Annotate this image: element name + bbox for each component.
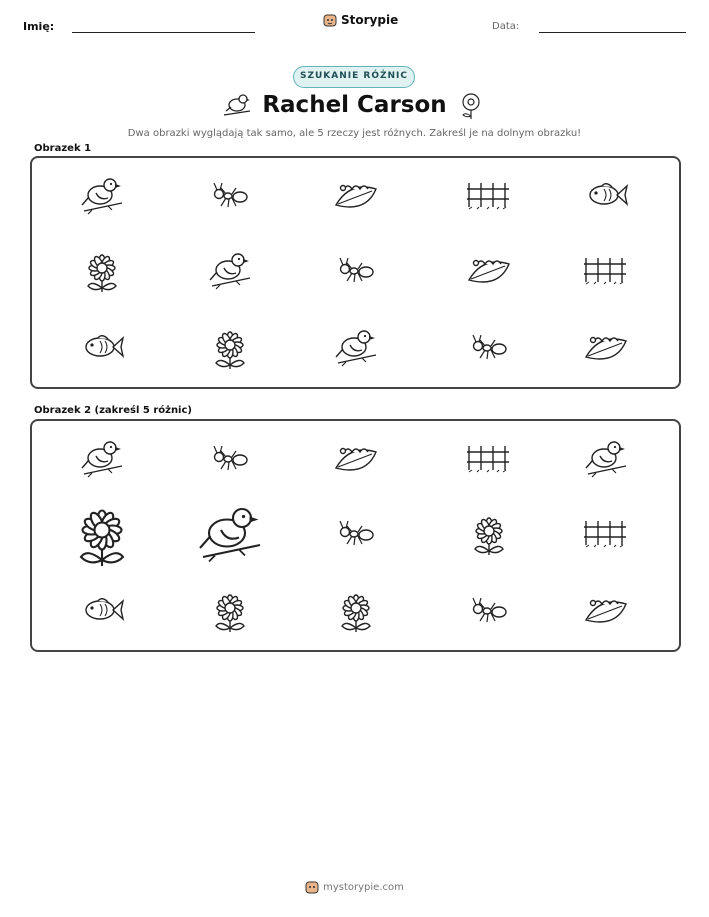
panel2-bird-icon[interactable] — [67, 423, 137, 493]
footer-site: mystorypie.com — [323, 881, 404, 893]
panel1-bird-icon — [321, 312, 391, 382]
panel1-caterpillar-leaf-icon — [454, 235, 524, 305]
panel1-label: Obrazek 1 — [34, 143, 92, 154]
panel1-bird-icon — [67, 160, 137, 230]
panel2-flower-icon[interactable] — [454, 498, 524, 568]
panel2-fence-icon[interactable] — [454, 423, 524, 493]
name-line[interactable] — [72, 32, 255, 33]
panel2-ant-icon[interactable] — [321, 498, 391, 568]
panel2-label: Obrazek 2 (zakreśl 5 różnic) — [34, 405, 192, 416]
panel2-bird-icon[interactable] — [571, 423, 641, 493]
panel2-flower-icon[interactable] — [67, 498, 137, 568]
instructions: Dwa obrazki wyglądają tak samo, ale 5 rzeczy jest różnych. Zakreśl je na dolnym obrazku! — [127, 128, 582, 139]
panel2-flower-icon[interactable] — [195, 575, 265, 645]
panel2-ant-icon[interactable] — [454, 575, 524, 645]
panel1-fish-icon — [571, 160, 641, 230]
storypie-footer-icon — [305, 880, 319, 894]
storypie-icon — [323, 13, 337, 27]
panel1-flower-icon — [67, 235, 137, 305]
panel1-ant-icon — [454, 312, 524, 382]
panel2-fence-icon[interactable] — [571, 498, 641, 568]
panel1-fence-icon — [454, 160, 524, 230]
page-title: Rachel Carson — [262, 92, 447, 118]
panel1-ant-icon — [195, 160, 265, 230]
title-flower-icon — [458, 92, 484, 120]
date-label: Data: — [492, 21, 520, 32]
category-badge: SZUKANIE RÓŻNIC — [293, 66, 415, 88]
panel1-caterpillar-leaf-icon — [571, 312, 641, 382]
panel1-fish-icon — [67, 312, 137, 382]
brand-logo — [323, 13, 398, 27]
panel2-flower-icon[interactable] — [321, 575, 391, 645]
panel2-fish-icon[interactable] — [67, 575, 137, 645]
date-line[interactable] — [539, 32, 686, 33]
panel2-caterpillar-leaf-icon[interactable] — [571, 575, 641, 645]
panel2-caterpillar-leaf-icon[interactable] — [321, 423, 391, 493]
panel1-fence-icon — [571, 235, 641, 305]
panel2-bird-icon[interactable] — [195, 498, 265, 568]
panel1-bird-icon — [195, 235, 265, 305]
name-label: Imię: — [23, 20, 55, 33]
panel1-flower-icon — [195, 312, 265, 382]
brand-name: Storypie — [341, 13, 399, 27]
footer — [0, 880, 709, 894]
panel1-ant-icon — [321, 235, 391, 305]
panel2-ant-icon[interactable] — [195, 423, 265, 493]
panel1-caterpillar-leaf-icon — [321, 160, 391, 230]
